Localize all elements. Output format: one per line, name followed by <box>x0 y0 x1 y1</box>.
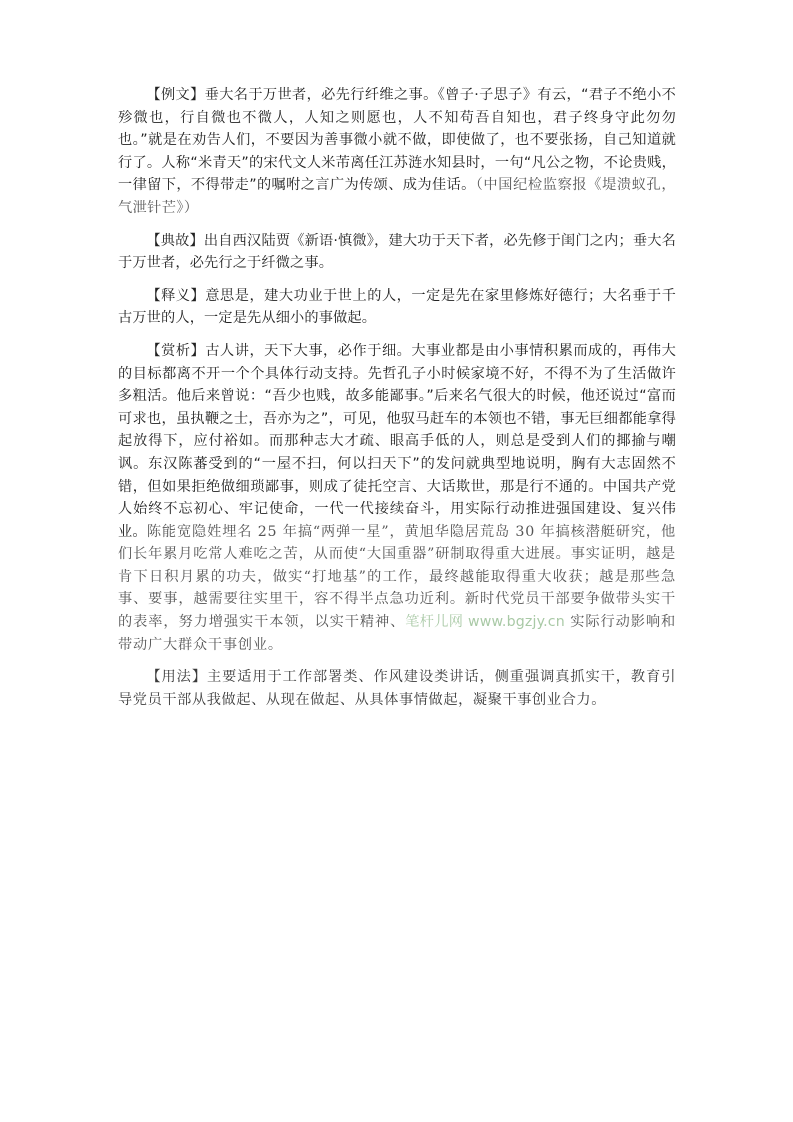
example-source: （中国纪检监察报《堤溃蚁孔，气泄针芒》） <box>118 177 676 216</box>
paragraph-example <box>118 84 676 220</box>
heading-usage: 【用法】 <box>146 669 207 686</box>
paragraph-usage <box>118 666 676 711</box>
appreciation-text-serif-end: 实际行动影响和带动广大群众干事创业。 <box>118 614 676 653</box>
heading-allusion: 【典故】 <box>146 232 204 249</box>
allusion-text: 出自西汉陆贾《新语·慎微》，建大功于天下者，必先修于闺门之内；垂大名于万世者，必先行之于纤微之事。 <box>118 232 677 272</box>
watermark-text: 笔杆儿网 www.bgzjy.cn <box>405 614 565 631</box>
usage-text: 主要适用于工作部署类、作风建设类讲话，侧重强调真抓实干，教育引导党员干部从我做起、从现在做起、从具体事情做起，凝聚干事创业合力。 <box>118 669 676 708</box>
paragraph-appreciation <box>118 340 676 656</box>
appreciation-text: 古人讲，天下大事，必作于细。大事业都是由小事情积累而成的，再伟大的目标都离不开一个个具体行动支持。先哲孔子小时候家境不好，不得不为了生活做许多粗活。他后来曾说：“吾少也贱，故多能鄙事。”后来名气很大的时候，他还说过“富而可求也，虽执鞭之士，吾亦为之”，可见，他驭马赶车的本领也不错，事无巨细都能拿得起放得下，应付裕如。而那种志大才疏、眼高手低的人，则总是受到人们的揶揄与嘲讽。东汉陈蕃受到的“一屋不扫，何以扫天下”的发问就典型地说明，胸有大志固然不错，但如果拒绝做细琐鄙事，则成了徒托空言、大话欺世，那是行不通的。中国共产党人始终不忘初心、牢记使命，一代一代接续奋斗，用实际行动推进强国建设、复兴伟业。 <box>118 342 676 540</box>
heading-meaning: 【释义】 <box>146 287 206 304</box>
heading-example: 【例文】 <box>146 87 205 103</box>
heading-appreciation: 【赏析】 <box>146 342 206 359</box>
appreciation-text-serif: 陈能宽隐姓埋名 25 年搞“两弹一星”，黄旭华隐居荒岛 30 年搞核潜艇研究，他们长年累月吃常人难吃之苦，从而使“大国重器”研制取得重大进展。事实证明，越是肯下日积月累的功夫，做实“打地基”的工作，最终越能取得重大收获；越是那些急事、要事，越需要往实里干，容不得半点急功近利。新时代党员干部要争做带头实干的表率，努力增强实干本领，以实干精神、 <box>118 523 676 631</box>
article <box>118 84 676 721</box>
paragraph-allusion <box>118 230 676 275</box>
meaning-text: 意思是，建大功业于世上的人，一定是先在家里修炼好德行；大名垂于千古万世的人，一定是先从细小的事做起。 <box>118 287 676 327</box>
example-text: 垂大名于万世者，必先行纤维之事。《曾子·子思子》有云，“君子不绝小不殄微也，行自微也不微人，人知之则愿也，人不知苟吾自知也，君子终身守此勿勿也。”就是在劝告人们，不要因为善事微小就不做，即使做了，也不要张扬，自己知道就行了。人称“米青天”的宋代文人米芾离任江苏涟水知县时，一句“凡公之物，不论贵贱，一律留下，不得带走”的嘱咐之言广为传颂、成为佳话。 <box>118 87 676 194</box>
paragraph-meaning <box>118 285 676 330</box>
